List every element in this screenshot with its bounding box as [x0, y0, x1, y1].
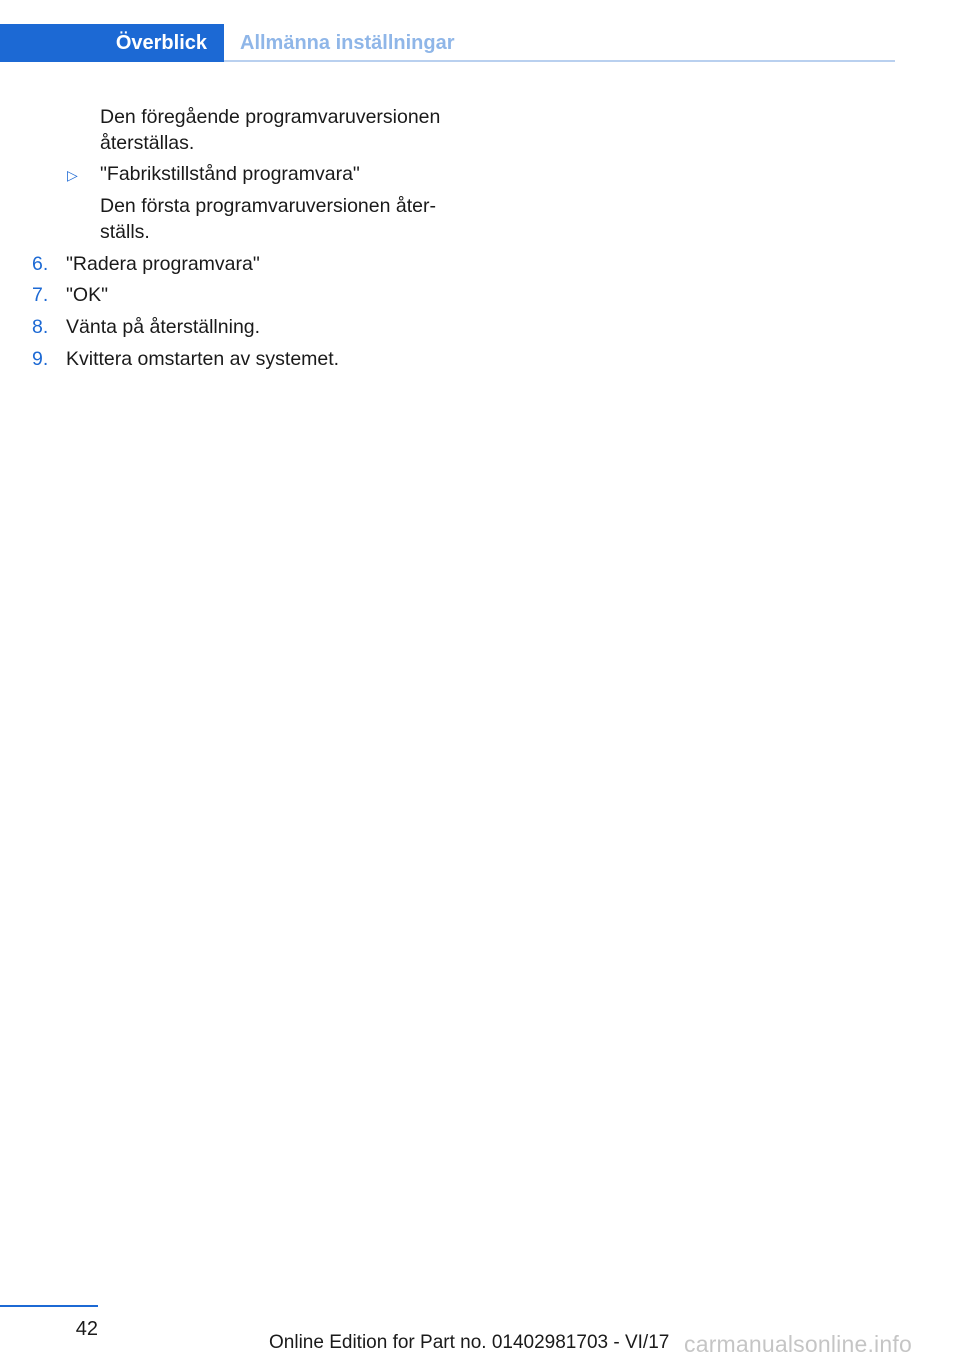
step-number: 9. [32, 348, 49, 370]
watermark: carmanualsonline.info [684, 1331, 912, 1357]
step-text: "OK" [66, 284, 109, 306]
step-number: 6. [32, 253, 49, 275]
sub-item-desc-line-1: Den första programvaruversionen åter- [100, 195, 436, 217]
step-text: "Radera programvara" [66, 253, 260, 275]
sub-item-label: "Fabrikstillstånd programvara" [100, 163, 360, 185]
footer-divider [0, 1305, 98, 1307]
step-text: Kvittera omstarten av systemet. [66, 348, 340, 370]
tab-overblick[interactable]: Överblick [0, 24, 224, 62]
step-text: Vänta på återställning. [66, 316, 261, 338]
edition-text: Online Edition for Part no. 01402981703 - VI/17 [269, 1332, 670, 1353]
intro-line-1: Den föregående programvaruversionen [100, 106, 441, 128]
tab-allmanna-installningar[interactable]: Allmänna inställningar [240, 32, 455, 54]
intro-line-2: återställas. [100, 132, 195, 154]
triangle-bullet-icon: ▷ [67, 167, 78, 183]
header-divider [224, 60, 895, 62]
page-number: 42 [75, 1318, 98, 1340]
step-number: 7. [32, 284, 49, 306]
page-header [0, 24, 895, 62]
step-number: 8. [32, 316, 49, 338]
sub-item-desc-line-2: ställs. [100, 221, 150, 243]
